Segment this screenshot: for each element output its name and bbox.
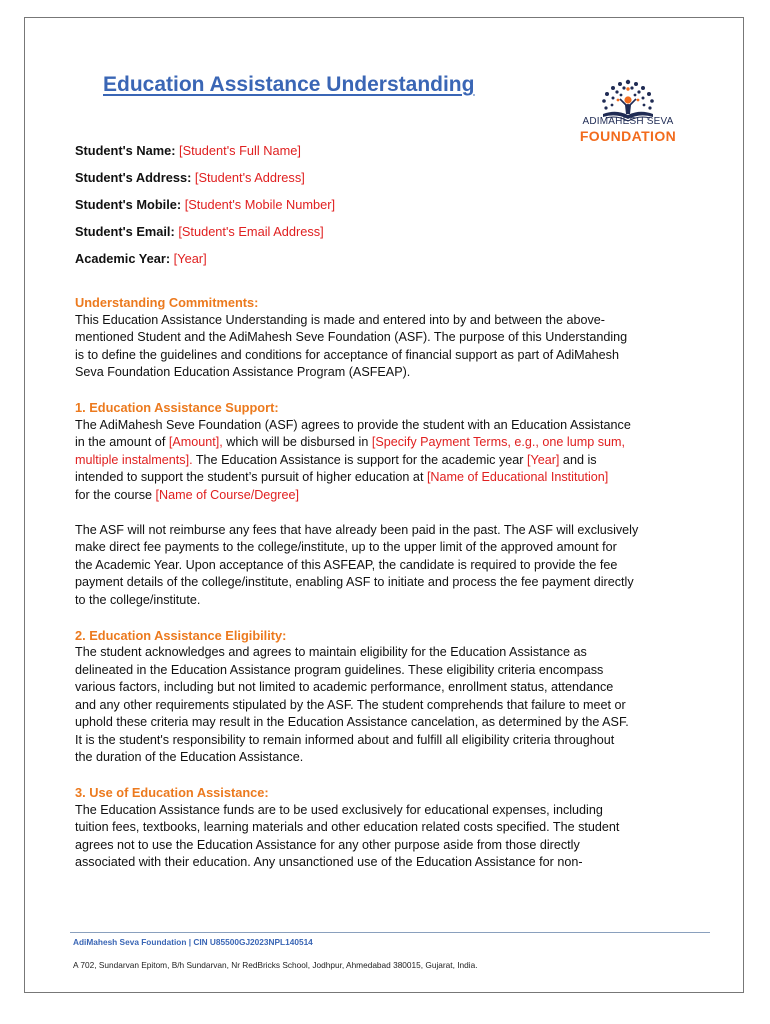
field-label: Student's Address: bbox=[75, 170, 192, 185]
field-placeholder: [Year] bbox=[173, 251, 207, 266]
footer-org: AdiMahesh Seva Foundation | CIN U85500GJ2023NPL140514 bbox=[73, 937, 313, 947]
field-label: Student's Email: bbox=[75, 224, 175, 239]
logo-text-line1: ADIMAHESH SEVA bbox=[582, 116, 674, 127]
footer-divider bbox=[70, 932, 710, 933]
field-placeholder: [Student's Mobile Number] bbox=[184, 197, 336, 212]
field-label: Student's Mobile: bbox=[75, 197, 182, 212]
document-body bbox=[75, 294, 711, 872]
field-student-email bbox=[75, 224, 635, 251]
field-academic-year bbox=[75, 251, 635, 278]
field-placeholder: [Student's Email Address] bbox=[178, 224, 324, 239]
document-title: Education Assistance Understanding bbox=[103, 73, 475, 96]
student-details bbox=[75, 143, 635, 278]
footer-address: A 702, Sundarvan Epitom, B/h Sundarvan, Nr RedBricks School, Jodhpur, Ahmedabad 380015, Gujarat, India. bbox=[73, 960, 478, 970]
field-label: Academic Year: bbox=[75, 251, 171, 266]
field-student-mobile bbox=[75, 197, 635, 224]
field-placeholder: [Student's Full Name] bbox=[179, 143, 301, 158]
section-1-text: The AdiMahesh Seve Foundation (ASF) agrees to provide the student with an Education Assistance in the amount of [Amount], which will be disbursed in [Specify Payment Terms, e.g., one lump sum, multiple instalments]. The Education Assistance is support for the academic year [Year] and is intended to support the student’s pursuit of higher education at [Name of Educational Institution] for the course [Name of Course/Degree] bbox=[75, 417, 631, 502]
section-2-text: The student acknowledges and agrees to maintain eligibility for the Education Assistance as delineated in the Education Assistance program guidelines. These eligibility criteria encompass various factors, including but not limited to academic performance, enrollment status, attendance and any other requirements stipulated by the ASF. The student comprehends that failure to meet or uphold these criteria may result in the Education Assistance cancelation, as determined by the ASF. It is the student's responsibility to remain informed about and fulfill all eligibility criteria throughout the duration of the Education Assistance. bbox=[75, 645, 629, 764]
logo-text-line2: FOUNDATION bbox=[579, 128, 677, 144]
section-1-paragraph-2: The ASF will not reimburse any fees that have already been paid in the past. The ASF will exclusively make direct fee payments to the college/institute, up to the upper limit of the approved amount for the Academic Year. Upon acceptance of this ASFEAP, the candidate is required to provide the fee payment details of the college/institute, enabling ASF to initiate and process the fee payment directly to the college/institute. bbox=[75, 522, 639, 607]
heading-section-2: 2. Education Assistance Eligibility: bbox=[75, 627, 287, 643]
field-placeholder: [Student's Address] bbox=[194, 170, 305, 185]
commitments-text: This Education Assistance Understanding is made and entered into by and between the above- mentioned Student and the AdiMahesh Seve Foundation (ASF). The purpose of this Understanding is to define the guidelines and conditions for acceptance of financial support as part of AdiMahesh Seva Foundation Education Assistance Program (ASFEAP). bbox=[75, 312, 628, 379]
heading-section-1: 1. Education Assistance Support: bbox=[75, 400, 279, 415]
heading-commitments: Understanding Commitments: bbox=[75, 295, 259, 310]
field-student-address bbox=[75, 170, 635, 197]
section-3-text: The Education Assistance funds are to be used exclusively for educational expenses, including tuition fees, textbooks, learning materials and other education related costs specified. The student agrees not to use the Education Assistance for any other purpose aside from those directly associated with their education. Any unsanctioned use of the Education Assistance for non- bbox=[75, 802, 620, 869]
field-student-name bbox=[75, 143, 635, 170]
field-label: Student's Name: bbox=[75, 143, 176, 158]
heading-section-3: 3. Use of Education Assistance: bbox=[75, 785, 269, 800]
